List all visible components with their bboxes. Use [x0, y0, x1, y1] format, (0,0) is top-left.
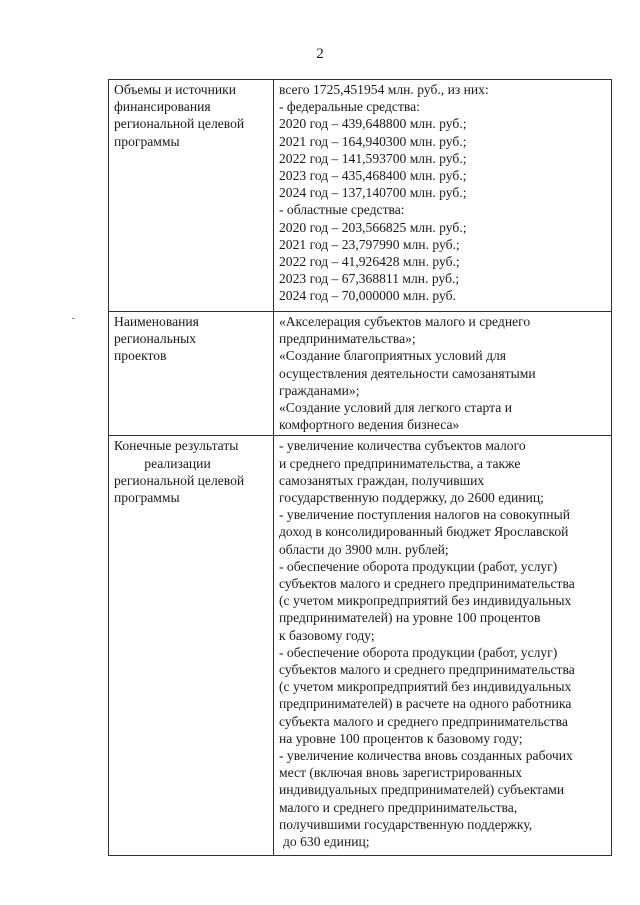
- result-line: - обеспечение оборота продукции (работ, услуг): [279, 558, 558, 574]
- passport-table: [108, 79, 612, 856]
- result-line: к базовому году;: [279, 627, 375, 643]
- result-line: получившими государственную поддержку,: [279, 816, 533, 832]
- table-row: [109, 312, 612, 436]
- row-value-funding: [274, 80, 612, 312]
- label-line: проектов: [114, 348, 167, 364]
- result-line: на уровне 100 процентов к базовому году;: [279, 730, 523, 746]
- row-label-results: [109, 436, 274, 856]
- result-line: (с учетом микропредприятий без индивидуальных: [279, 593, 572, 609]
- result-line: малого и среднего предпринимательства,: [279, 799, 518, 815]
- funding-line: 2024 год – 137,140700 млн. руб.;: [279, 185, 467, 201]
- funding-line: 2022 год – 41,926428 млн. руб.;: [279, 254, 460, 270]
- result-line: мест (включая вновь зарегистрированных: [279, 765, 522, 781]
- project-line: гражданами»;: [279, 382, 360, 398]
- result-line: субъектов малого и среднего предпринимательства: [279, 662, 575, 678]
- scan-speck: [72, 318, 75, 319]
- funding-line: 2021 год – 23,797990 млн. руб.;: [279, 236, 460, 252]
- table-row: [109, 436, 612, 856]
- label-line: региональной целевой: [114, 472, 245, 488]
- label-line: программы: [114, 490, 180, 506]
- funding-line: 2024 год – 70,000000 млн. руб.: [279, 288, 456, 304]
- result-line: и среднего предпринимательства, а также: [279, 455, 521, 471]
- table-row: [109, 80, 612, 312]
- result-line: субъекта малого и среднего предпринимательства: [279, 713, 568, 729]
- project-line: «Создание условий для легкого старта и: [279, 400, 512, 416]
- result-line: области до 3900 млн. рублей;: [279, 541, 449, 557]
- row-value-projects: [274, 312, 612, 436]
- result-line: самозанятых граждан, получивших: [279, 472, 485, 488]
- label-line: региональной целевой: [114, 116, 245, 132]
- funding-line: 2023 год – 435,468400 млн. руб.;: [279, 168, 467, 184]
- page-number: 2: [316, 46, 324, 62]
- row-label-funding: [109, 80, 274, 312]
- funding-line: 2023 год – 67,368811 млн. руб.;: [279, 271, 460, 287]
- label-line: региональных: [114, 331, 197, 347]
- funding-federal-header: - федеральные средства:: [279, 99, 420, 115]
- result-line: до 630 единиц;: [283, 834, 370, 850]
- result-line: - увеличение количества вновь созданных рабочих: [279, 748, 573, 764]
- label-line: реализации: [144, 455, 211, 471]
- funding-line: 2020 год – 439,648800 млн. руб.;: [279, 116, 467, 132]
- funding-total: всего 1725,451954 млн. руб., из них:: [279, 82, 489, 97]
- label-line: Объемы и источники: [114, 82, 237, 97]
- funding-line: 2020 год – 203,566825 млн. руб.;: [279, 219, 467, 235]
- project-line: предпринимательства»;: [279, 331, 416, 347]
- result-line: предпринимателей) на уровне 100 процентов: [279, 610, 541, 626]
- project-line: осуществления деятельности самозанятыми: [279, 365, 536, 381]
- funding-line: 2021 год – 164,940300 млн. руб.;: [279, 133, 467, 149]
- label-line: финансирования: [114, 99, 211, 115]
- project-line: «Акселерация субъектов малого и среднего: [279, 314, 531, 329]
- result-line: субъектов малого и среднего предпринимательства: [279, 576, 575, 592]
- result-line: (с учетом микропредприятий без индивидуальных: [279, 679, 572, 695]
- row-label-projects: [109, 312, 274, 436]
- project-line: «Создание благоприятных условий для: [279, 348, 507, 364]
- funding-regional-header: - областные средства:: [279, 202, 405, 218]
- result-line: предпринимателей) в расчете на одного работника: [279, 696, 572, 712]
- funding-line: 2022 год – 141,593700 млн. руб.;: [279, 150, 467, 166]
- label-line: Конечные результаты: [114, 438, 239, 454]
- label-line: программы: [114, 133, 180, 149]
- result-line: - увеличение количества субъектов малого: [279, 438, 526, 454]
- project-line: комфортного ведения бизнеса»: [279, 417, 460, 433]
- result-line: доход в консолидированный бюджет Ярославской: [279, 524, 569, 540]
- result-line: - обеспечение оборота продукции (работ, услуг): [279, 644, 558, 660]
- result-line: государственную поддержку, до 2600 единиц;: [279, 490, 544, 506]
- label-line: Наименования: [114, 314, 199, 329]
- row-value-results: [274, 436, 612, 856]
- result-line: индивидуальных предпринимателей) субъектами: [279, 782, 565, 798]
- result-line: - увеличение поступления налогов на совокупный: [279, 507, 570, 523]
